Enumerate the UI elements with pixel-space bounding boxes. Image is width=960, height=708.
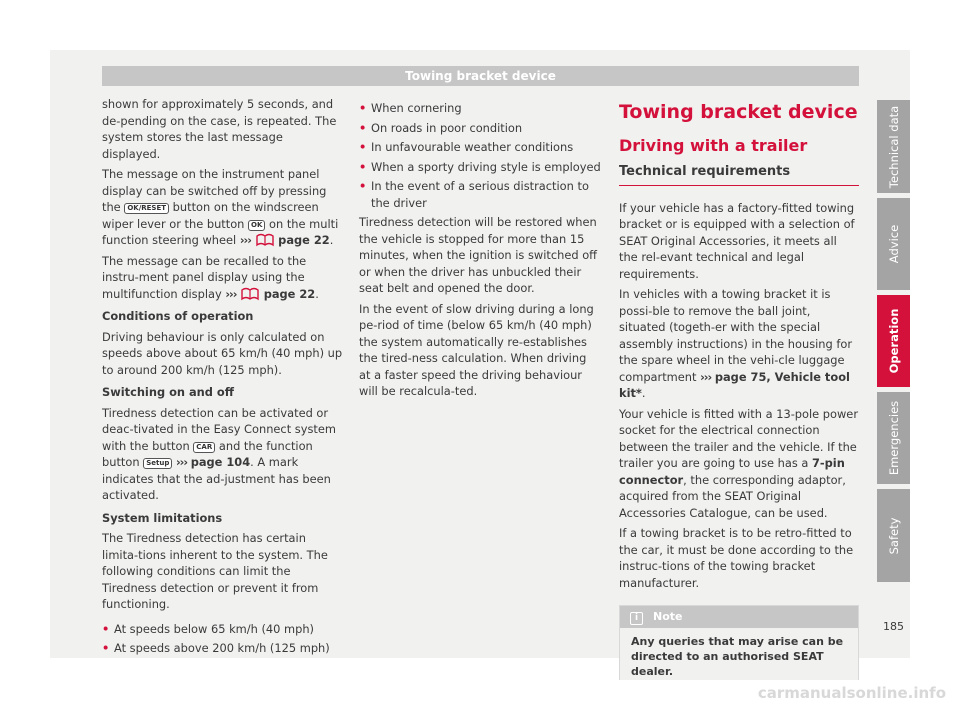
okreset-button-icon: OK/RESET: [124, 203, 169, 214]
arrow-reference-icon: ›››: [700, 369, 712, 384]
tab-operation[interactable]: Operation: [877, 295, 910, 387]
paragraph: Tiredness detection will be restored when the vehicle is stopped for more than 15 minutes, when the ignition is switched off or when the driver has unbuckled their seat belt and opened the door.: [359, 215, 598, 295]
subheading: Switching on and off: [102, 385, 234, 399]
section-title: Towing bracket device: [619, 101, 858, 123]
book-reference-icon: [240, 287, 260, 301]
list-item: • On roads in poor condition: [359, 120, 523, 135]
car-button-icon: CAR: [193, 442, 215, 453]
list-item: • When cornering: [359, 101, 462, 115]
page-reference-link[interactable]: page 104: [190, 455, 251, 469]
section-heading: Technical requirements: [619, 164, 859, 186]
page-reference-link[interactable]: page 75, Vehicle tool kit*: [619, 369, 850, 400]
tab-emergencies[interactable]: Emergencies: [877, 392, 910, 484]
column-middle: [359, 100, 601, 404]
column-right: [619, 100, 859, 686]
tab-safety[interactable]: Safety: [877, 489, 910, 582]
setup-button-icon: Setup: [143, 458, 172, 469]
arrow-reference-icon: ›››: [175, 455, 188, 469]
watermark: carmanualsonline.info: [757, 684, 946, 702]
list-item: • When a sporty driving style is employed: [359, 159, 601, 174]
paragraph: If your vehicle has a factory-fitted towing bracket or is equipped with a selection of SEAT Original Accessories, it meets all the rel-evant technical and legal requirements.: [619, 200, 855, 281]
bullet-icon: •: [102, 621, 110, 636]
bullet-icon: •: [359, 101, 367, 115]
watermark-bar: [0, 680, 960, 708]
paragraph: Tiredness detection can be activated or deac-tivated in the Easy Connect system with the button CAR and the function button Setup ››› page 104. A mark indicates that the ad-justment has been activated.: [102, 405, 336, 502]
arrow-reference-icon: ›››: [225, 286, 237, 301]
tab-advice[interactable]: Advice: [877, 198, 910, 290]
paragraph: In vehicles with a towing bracket it is possi-ble to remove the ball joint, situated (togeth-er with the special assembly instructions) in the housing for the spare wheel in the vehi-cle luggage compartment ››› page 75, Vehicle tool kit*.: [619, 287, 853, 400]
paragraph: shown for approximately 5 seconds, and de-pending on the case, is repeated. The system stores the last message displayed.: [102, 97, 337, 161]
paragraph: The Tiredness detection has certain limita-tions inherent to the system. The following conditions can limit the Tiredness detection or prevent it from functioning.: [102, 531, 328, 611]
column-left: [102, 96, 344, 660]
paragraph: Your vehicle is fitted with a 13-pole power socket for the electrical connection between the trailer and the vehicle. If the trailer you are going to use has a 7-pin connector, the corresponding adaptor, acquired from the SEAT Original Accessories Catalogue, can be used.: [619, 406, 859, 520]
list-item: • In unfavourable weather conditions: [359, 140, 574, 154]
list-item: • In the event of a serious distraction to the driver: [359, 179, 589, 210]
note-body: Any queries that may arise can be directed to an authorised SEAT dealer.: [620, 628, 858, 685]
info-icon: i: [630, 612, 643, 625]
tab-technical-data[interactable]: Technical data: [877, 100, 910, 193]
bullet-icon: •: [359, 120, 367, 135]
page-reference-link[interactable]: page 22: [263, 286, 316, 301]
ok-button-icon: OK: [248, 220, 265, 231]
subheading: System limitations: [102, 510, 223, 525]
paragraph: If a towing bracket is to be retro-fitted to the car, it must be done according to the instruc-tions of the towing bracket manufacturer.: [619, 526, 854, 590]
running-header: Towing bracket device: [102, 66, 859, 86]
bullet-icon: •: [102, 641, 110, 655]
list-item: • At speeds below 65 km/h (40 mph): [102, 621, 314, 636]
arrow-reference-icon: ›››: [239, 233, 251, 247]
book-reference-icon: [255, 233, 275, 247]
note-header: i Note: [620, 606, 858, 628]
paragraph: The message can be recalled to the instru-ment panel display using the multifunction display ››› page 22.: [102, 253, 319, 301]
bullet-icon: •: [359, 140, 367, 154]
paragraph: Driving behaviour is only calculated on speeds above about 65 km/h (40 mph) up to around 200 km/h (125 mph).: [102, 329, 343, 377]
section-subtitle: Driving with a trailer: [619, 136, 808, 155]
paragraph: In the event of slow driving during a long pe-riod of time (below 65 km/h (40 mph) the system automatically re-establishes the tired-ness calculation. When driving at a faster speed the driving behaviour will be recalcula-ted.: [359, 301, 594, 398]
paragraph: The message on the instrument panel display can be switched off by pressing the OK/RESET button on the windscreen wiper lever or the button OK on the multi function steering wheel ››› page 22.: [102, 167, 339, 247]
subheading: Conditions of operation: [102, 309, 254, 323]
bullet-icon: •: [359, 159, 367, 174]
list-item: • At speeds above 200 km/h (125 mph): [102, 641, 330, 655]
note-box: [619, 605, 859, 686]
bullet-icon: •: [359, 179, 367, 193]
page-number: 185: [883, 620, 904, 633]
page-reference-link[interactable]: page 22: [278, 233, 330, 247]
